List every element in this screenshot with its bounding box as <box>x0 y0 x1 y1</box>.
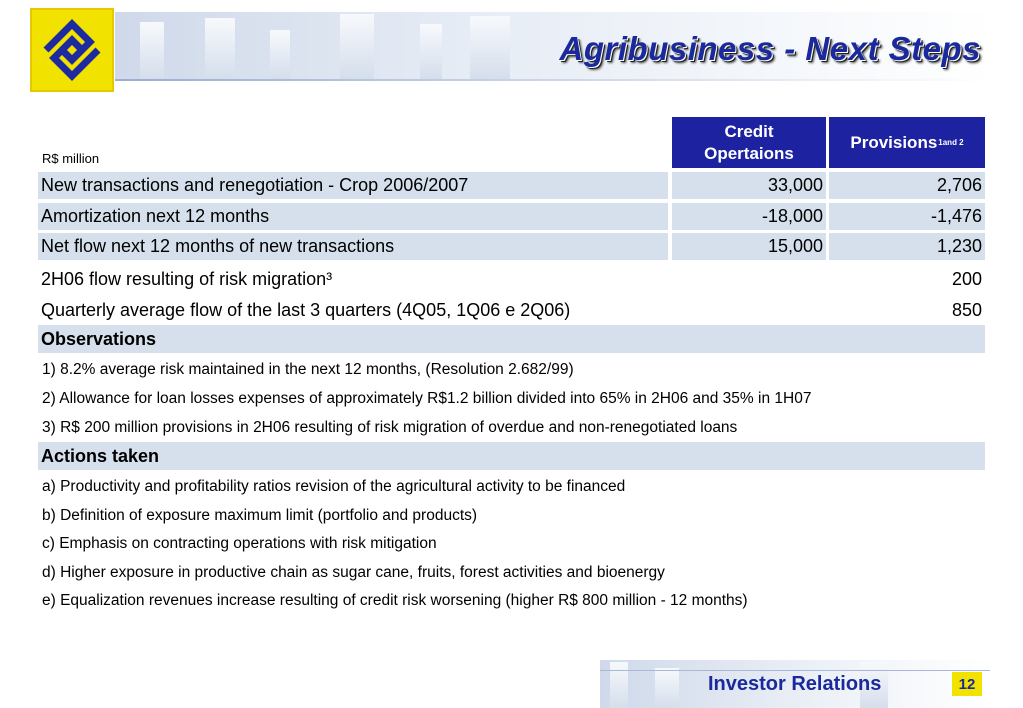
footer-label: Investor Relations <box>708 673 882 695</box>
observation-item: 3) R$ 200 million provisions in 2H06 resulting of risk migration of overdue and non-renegotiated loans <box>42 419 738 436</box>
page-title: Agribusiness - Next Steps <box>559 30 981 67</box>
action-item: e) Equalization revenues increase resulting of credit risk worsening (higher R$ 800 million - 12 months) <box>42 592 748 609</box>
action-item: a) Productivity and profitability ratios revision of the agricultural activity to be financed <box>42 478 626 495</box>
logo-mark-icon <box>32 10 112 90</box>
table-row-label: Net flow next 12 months of new transactions <box>38 233 668 260</box>
header-deco-bar <box>140 22 164 79</box>
table-row-label: New transactions and renegotiation - Crop 2006/2007 <box>38 172 668 199</box>
provisions-header-label: Provisions <box>850 132 938 152</box>
action-item: b) Definition of exposure maximum limit (portfolio and products) <box>42 507 478 524</box>
provisions-footnote: 1and 2 <box>938 137 964 147</box>
footer-deco-bar <box>655 668 679 708</box>
credit-operations-header <box>672 117 826 168</box>
table-row-credit: 33,000 <box>672 172 826 199</box>
action-item: c) Emphasis on contracting operations with risk mitigation <box>42 535 437 552</box>
table-row-provisions: 2,706 <box>829 172 985 199</box>
header-deco-bar <box>205 18 235 79</box>
header-deco-bar <box>340 14 374 79</box>
extra-row-provisions: 200 <box>951 268 982 289</box>
table-row-credit: -18,000 <box>672 203 826 230</box>
observation-item: 1) 8.2% average risk maintained in the next 12 months, (Resolution 2.682/99) <box>42 361 574 378</box>
footer-rule <box>600 670 990 671</box>
header-deco-bar <box>470 16 510 79</box>
observation-item: 2) Allowance for loan losses expenses of approximately R$1.2 billion divided into 65% in 2H06 and 35% in 1H07 <box>42 390 812 407</box>
footer-deco-bar <box>610 662 628 708</box>
extra-row-provisions: 850 <box>951 299 982 320</box>
actions-heading: Actions taken <box>38 442 985 470</box>
header-deco-bar <box>270 30 290 79</box>
observations-heading: Observations <box>38 325 985 353</box>
table-row-credit: 15,000 <box>672 233 826 260</box>
unit-label: R$ million <box>42 151 100 166</box>
extra-row-label: Quarterly average flow of the last 3 quarters (4Q05, 1Q06 e 2Q06) <box>41 299 571 320</box>
page-number: 12 <box>952 672 982 696</box>
table-row-label: Amortization next 12 months <box>38 203 668 230</box>
bank-logo <box>30 8 114 92</box>
header-rule <box>115 79 995 81</box>
extra-row-label: 2H06 flow resulting of risk migration³ <box>41 268 333 289</box>
table-row-provisions: 1,230 <box>829 233 985 260</box>
provisions-header <box>829 117 985 168</box>
action-item: d) Higher exposure in productive chain as sugar cane, fruits, forest activities and bioenergy <box>42 564 665 581</box>
credit-header-line2: Opertaions <box>704 143 794 163</box>
header-deco-bar <box>420 24 442 79</box>
table-row-provisions: -1,476 <box>829 203 985 230</box>
credit-header-line1: Credit <box>724 122 774 142</box>
